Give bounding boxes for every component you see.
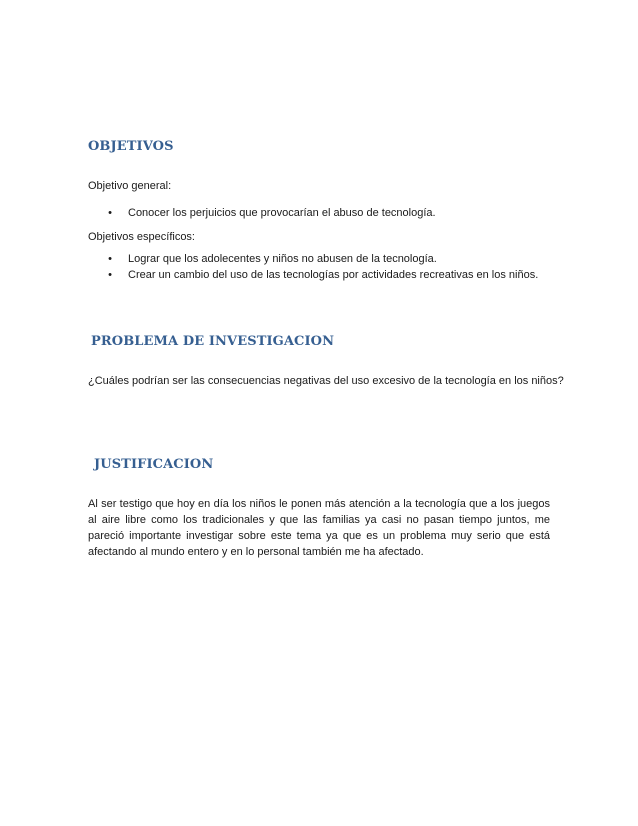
- bullet-icon: •: [108, 207, 112, 219]
- justificacion-body: Al ser testigo que hoy en día los niños le ponen más atención a la tecnología que a los juegos al aire libre como los tradicionales y que las familias ya casi no pasan tiempo juntos, me pareció importante investigar sobre este tema ya que es un problema muy serio que está afectando al mundo entero y en lo personal también me ha afectado.: [88, 498, 550, 558]
- objetivos-heading: OBJETIVOS: [88, 139, 174, 154]
- list-item-text: Lograr que los adolecentes y niños no abusen de la tecnología.: [128, 253, 437, 265]
- list-item: [105, 205, 436, 221]
- list-item-text: Crear un cambio del uso de las tecnologías por actividades recreativas en los niños.: [128, 269, 539, 281]
- bullet-icon: •: [108, 253, 112, 265]
- bullet-icon: •: [108, 269, 112, 281]
- objetivos-especificos-list: [105, 251, 538, 283]
- problema-heading: PROBLEMA DE INVESTIGACION: [91, 334, 335, 349]
- objetivo-general-list: [105, 205, 436, 221]
- list-item: [105, 251, 538, 267]
- objetivos-especificos-label: Objetivos específicos:: [88, 231, 195, 243]
- objetivo-general-label: Objetivo general:: [88, 180, 172, 192]
- justificacion-heading: JUSTIFICACION: [94, 457, 214, 472]
- list-item: [105, 267, 538, 283]
- list-item-text: Conocer los perjuicios que provocarían el abuso de tecnología.: [128, 207, 436, 219]
- problema-question: ¿Cuáles podrían ser las consecuencias negativas del uso excesivo de la tecnología en los niños?: [88, 375, 564, 387]
